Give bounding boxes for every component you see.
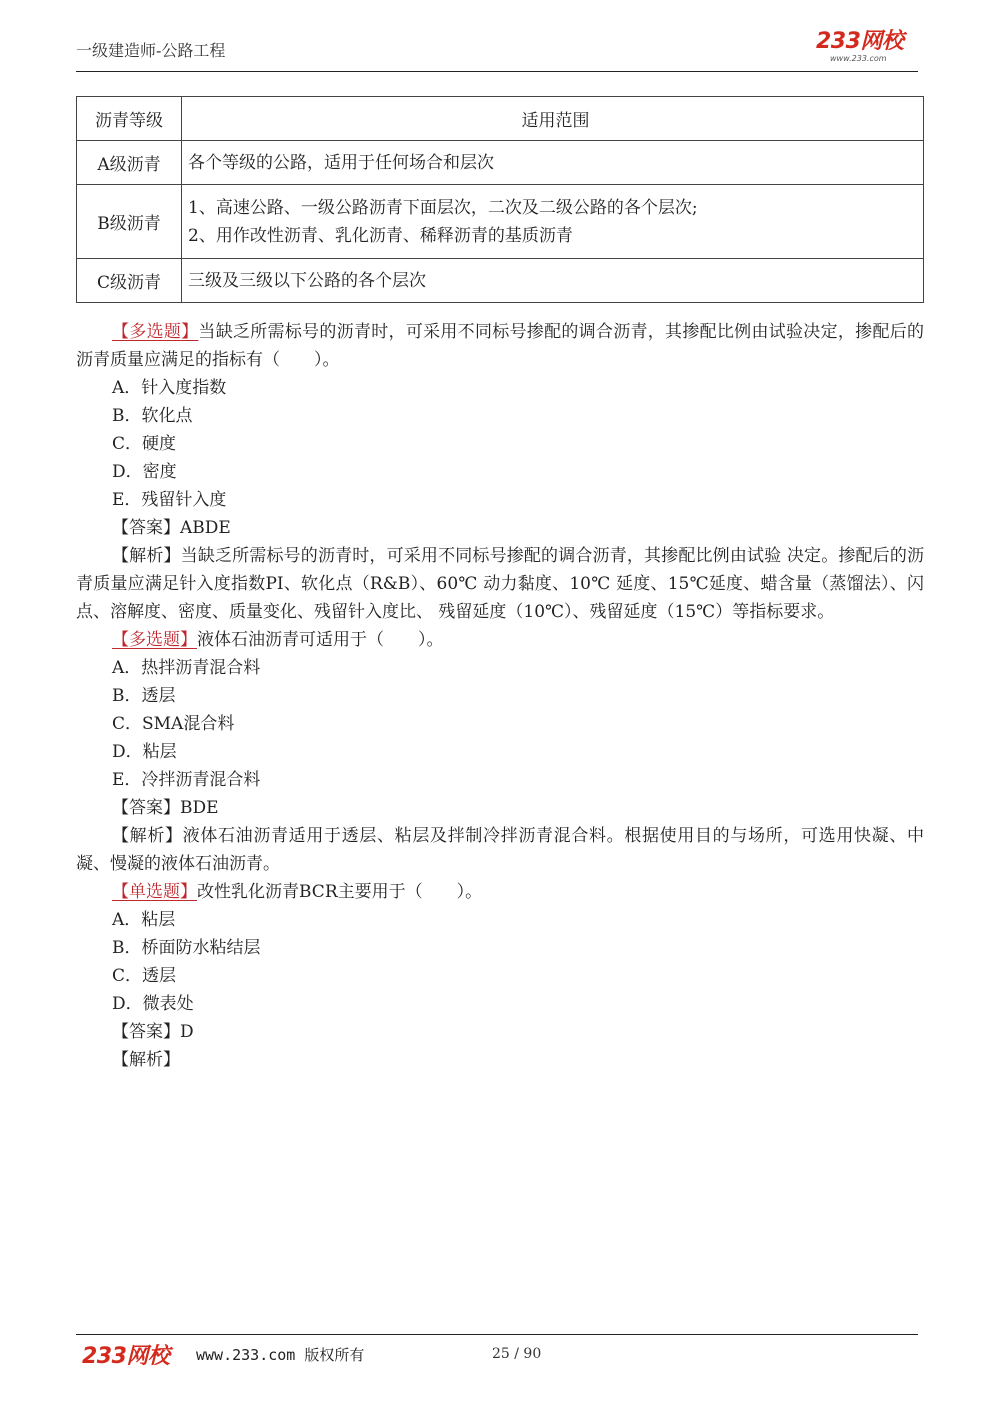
table-header-row <box>77 97 924 141</box>
answer-value: BDE <box>180 798 219 818</box>
question-block <box>76 878 924 1074</box>
option-item: C．硬度 <box>112 434 177 454</box>
question-type-tag: 【单选题】 <box>112 882 197 902</box>
analysis-text: 液体石油沥青适用于透层、粘层及拌制冷拌沥青混合料。根据使用目的与场所，可选用快凝、中凝、慢凝的液体石油沥青。 <box>76 826 925 874</box>
scope-cell <box>182 259 924 303</box>
answer-line <box>76 794 924 822</box>
analysis-label: 【解析】 <box>112 1050 180 1070</box>
question-text: 液体石油沥青可适用于（ ）。 <box>197 630 444 650</box>
answer-label: 【答案】 <box>112 798 180 818</box>
table-header-scope: 适用范围 <box>182 97 924 141</box>
table-row <box>77 141 924 185</box>
grade-cell: C级沥青 <box>77 259 182 303</box>
table-header-grade: 沥青等级 <box>77 97 182 141</box>
footer-divider <box>76 1334 918 1335</box>
question-text: 改性乳化沥青BCR主要用于（ ）。 <box>197 882 483 902</box>
logo-text: 233网校 <box>816 29 904 54</box>
option-item: C．透层 <box>112 966 177 986</box>
question-type-tag: 【多选题】 <box>112 322 199 342</box>
grade-cell: A级沥青 <box>77 141 182 185</box>
answer-label: 【答案】 <box>112 1022 180 1042</box>
answer-label: 【答案】 <box>112 518 180 538</box>
scope-cell <box>182 141 924 185</box>
scope-cell <box>182 185 924 259</box>
option-item: D．粘层 <box>112 742 177 762</box>
brand-logo <box>816 30 918 63</box>
scope-line: 三级及三级以下公路的各个层次 <box>188 270 426 291</box>
footer-copyright: www.233.com 版权所有 <box>196 1346 365 1364</box>
header-title: 一级建造师-公路工程 <box>76 41 226 60</box>
analysis-paragraph <box>76 822 924 878</box>
asphalt-grade-table <box>76 96 924 303</box>
analysis-paragraph <box>76 1046 924 1074</box>
option-item: B．透层 <box>112 686 176 706</box>
analysis-text: 当缺乏所需标号的沥青时，可采用不同标号掺配的调合沥青，其掺配比例由试验 决定。掺配后的沥青质量应满足针入度指数PI、软化点（R&B）、60℃ 动力黏度、10℃ 延度、15℃延度、蜡含量（蒸馏法）、闪点、溶解度、密度、质量变化、残留针入度比、 残留延度（10℃）、残留延度（15℃）等指标要求。 <box>76 546 925 622</box>
option-item: D．密度 <box>112 462 177 482</box>
analysis-label: 【解析】 <box>112 546 181 566</box>
option-item: B．桥面防水粘结层 <box>112 938 261 958</box>
logo-url: www.233.com <box>830 54 887 63</box>
question-list <box>76 318 924 1074</box>
question-type-tag: 【多选题】 <box>112 630 197 650</box>
option-item: E．冷拌沥青混合料 <box>112 770 261 790</box>
footer-logo: 233网校 <box>82 1344 170 1369</box>
scope-line: 2、用作改性沥青、乳化沥青、稀释沥青的基质沥青 <box>188 225 573 246</box>
option-item: E．残留针入度 <box>112 490 227 510</box>
option-item: A．针入度指数 <box>112 378 227 398</box>
analysis-paragraph <box>76 542 924 626</box>
table-row <box>77 259 924 303</box>
scope-line: 各个等级的公路，适用于任何场合和层次 <box>188 152 494 173</box>
grade-cell: B级沥青 <box>77 185 182 259</box>
question-stem <box>76 318 924 374</box>
option-item: B．软化点 <box>112 406 193 426</box>
question-block <box>76 318 924 626</box>
answer-value: D <box>180 1022 194 1042</box>
question-block <box>76 626 924 878</box>
option-item: A．热拌沥青混合料 <box>112 658 261 678</box>
scope-line: 1、高速公路、一级公路沥青下面层次，二次及二级公路的各个层次; <box>188 197 698 218</box>
table-row <box>77 185 924 259</box>
option-item: D．微表处 <box>112 994 194 1014</box>
option-item: C．SMA混合料 <box>112 714 235 734</box>
header-divider <box>76 71 918 72</box>
analysis-label: 【解析】 <box>112 826 183 846</box>
question-stem <box>76 878 924 906</box>
question-stem <box>76 626 924 654</box>
answer-value: ABDE <box>180 518 231 538</box>
question-text: 当缺乏所需标号的沥青时，可采用不同标号掺配的调合沥青，其掺配比例由试验决定，掺配后的沥青质量应满足的指标有（ ）。 <box>76 322 925 370</box>
answer-line <box>76 514 924 542</box>
page-number: 25 / 90 <box>492 1346 542 1362</box>
option-item: A．粘层 <box>112 910 176 930</box>
answer-line <box>76 1018 924 1046</box>
